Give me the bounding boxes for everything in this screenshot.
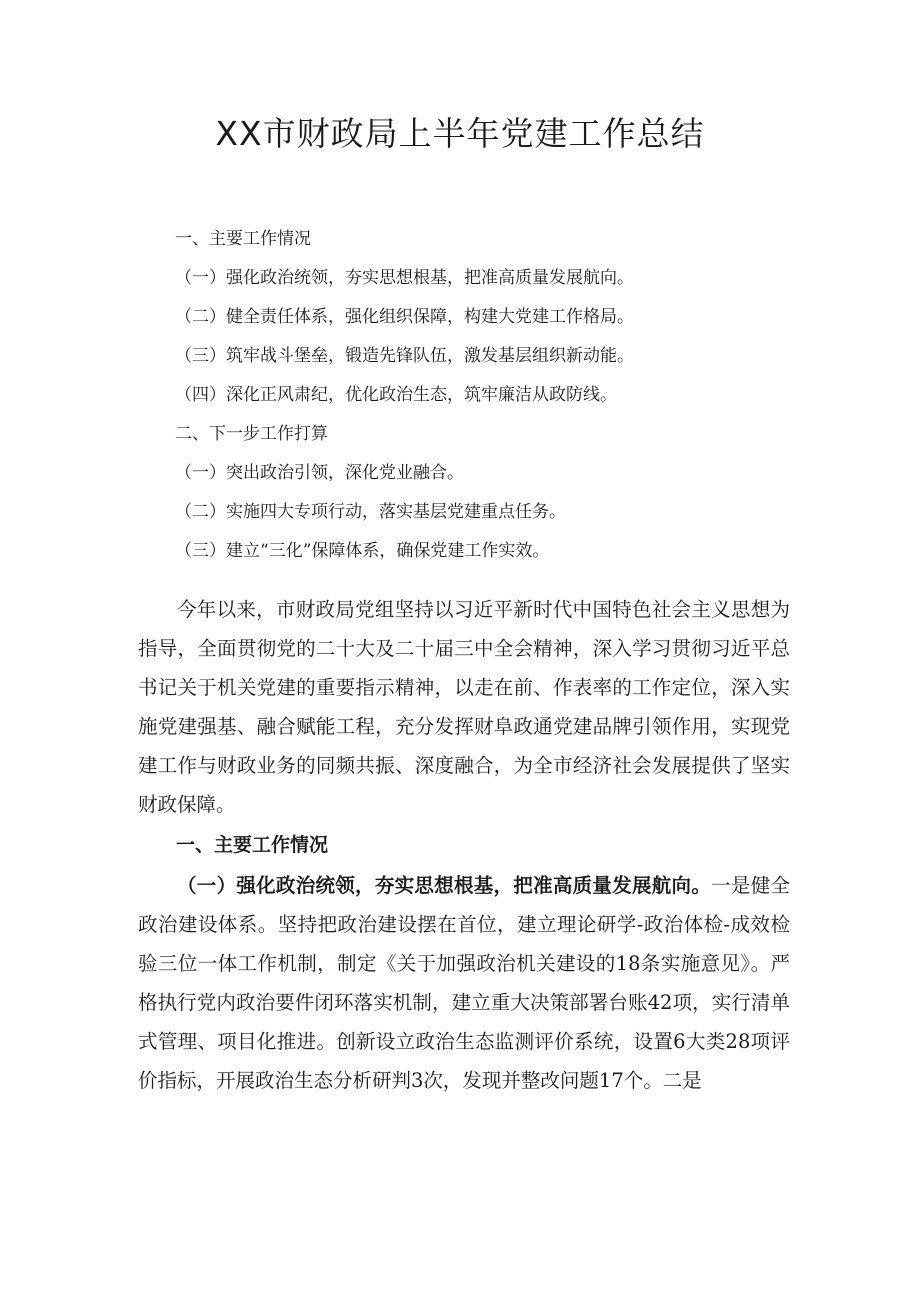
table-of-contents (175, 220, 815, 571)
toc-item: （四）深化正风肃纪，优化政治生态，筑牢廉洁从政防线。 (175, 385, 617, 405)
toc-item: （一）强化政治统领，夯实思想根基，把准高质量发展航向。 (175, 268, 634, 288)
section-heading: 一、主要工作情况 (176, 834, 329, 856)
paragraph-lead: （一）强化政治统领，夯实思想根基，把准高质量发展航向。 (177, 874, 712, 897)
paragraph-text: 一是健全政治建设体系。坚持把政治建设摆在首位，建立理论研学-政治体检-成效检验三位一体工作机制，制定《关于加强政治机关建设的18条实施意见》。严格执行党内政治要件闭环落实机制，建立重大决策部署台账42项，实行清单式管理、项目化推进。创新设立政治生态监测评价系统，设置6大类28项评价指标，开展政治生态分析研判3次，发现并整改问题17个。二是 (138, 874, 790, 1092)
toc-item: （三）筑牢战斗堡垒，锻造先锋队伍，激发基层组织新动能。 (175, 346, 634, 366)
document-body (138, 590, 790, 1100)
toc-item: （三）建立“三化”保障体系，确保党建工作实效。 (175, 541, 550, 561)
intro-paragraph: 今年以来，市财政局党组坚持以习近平新时代中国特色社会主义思想为指导，全面贯彻党的二十大及二十届三中全会精神，深入学习贯彻习近平总书记关于机关党建的重要指示精神，以走在前、作表率的工作定位，深入实施党建强基、融合赋能工程，充分发挥财阜政通党建品牌引领作用，实现党建工作与财政业务的同频共振、深度融合，为全市经济社会发展提供了坚实财政保障。 (138, 598, 790, 816)
toc-item: 一、主要工作情况 (175, 229, 311, 249)
toc-item: （一）突出政治引领，深化党业融合。 (175, 463, 464, 483)
section-paragraph (138, 866, 790, 1100)
toc-item: （二）健全责任体系，强化组织保障，构建大党建工作格局。 (175, 307, 634, 327)
toc-item: （二）实施四大专项行动，落实基层党建重点任务。 (175, 502, 566, 522)
document-title: XX市财政局上半年党建工作总结 (215, 114, 705, 153)
toc-item: 二、下一步工作打算 (175, 424, 328, 444)
